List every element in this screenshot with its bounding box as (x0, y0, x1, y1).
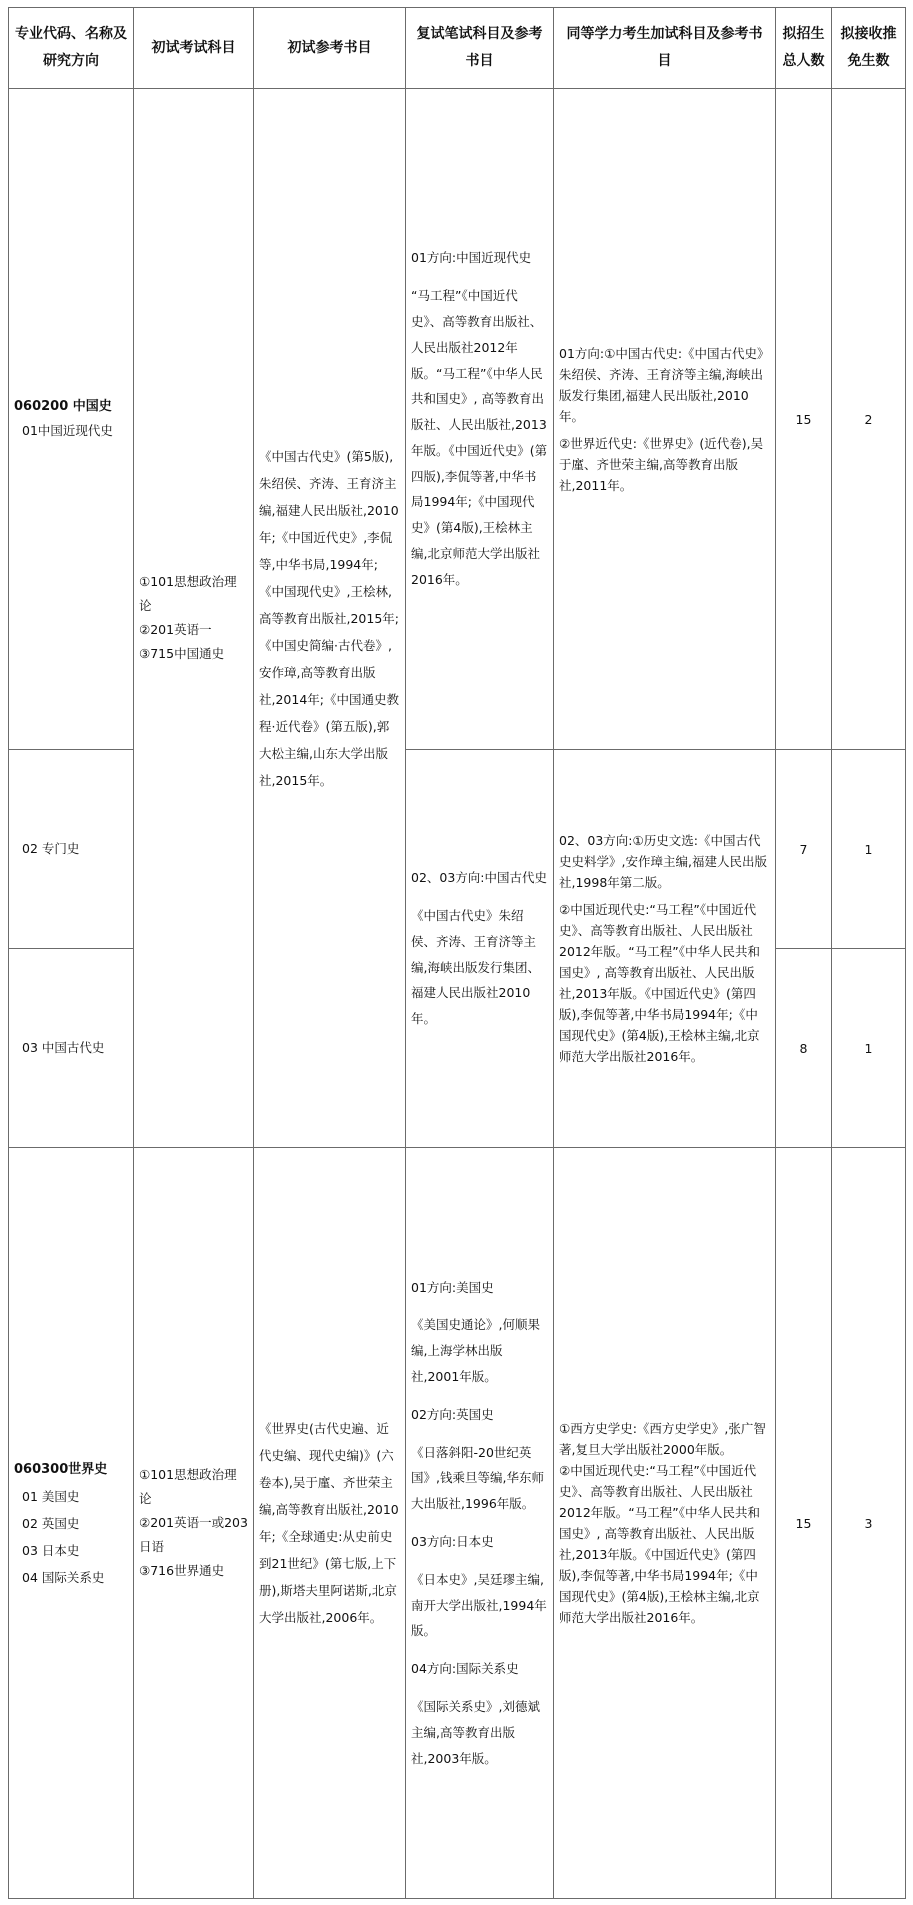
world-row (9, 1148, 906, 1899)
exam-subject: ③716世界通史 (139, 1563, 225, 1578)
recommended-cn-03: 1 (832, 949, 906, 1148)
admissions-table (8, 7, 906, 1899)
exam-subject: ①101思想政治理论 (139, 1467, 237, 1506)
extra-paragraph: ②世界近代史:《世界史》(近代卷),吴于廑、齐世荣主编,高等教育出版社,2011年。 (559, 435, 764, 493)
direction-world: 01 美国史 (22, 1488, 80, 1504)
world-exam-subjects (134, 1148, 254, 1899)
retest-title: 02、03方向:中国古代史 (411, 870, 548, 886)
retest-title: 02方向:英国史 (411, 1406, 494, 1422)
direction-cn-01: 01中国近现代史 (22, 423, 113, 438)
retest-body: 《国际关系史》,刘德斌主编,高等教育出版社,2003年版。 (411, 1698, 540, 1766)
header-exam-subjects: 初试考试科目 (134, 8, 254, 89)
major-name-cn: 060200 中国史 (14, 399, 112, 414)
retest-body: 《日落斜阳-20世纪英国》,钱乘旦等编,华东师大出版社,1996年版。 (411, 1444, 544, 1512)
cn-row-01 (9, 89, 906, 750)
extra-paragraph: ①西方史学史:《西方史学史》,张广智著,复旦大学出版社2000年版。 (559, 1421, 766, 1457)
extra-paragraph: 01方向:①中国古代史:《中国古代史》朱绍侯、齐涛、王育济等主编,海峡出版发行集团,福建人民出版社,2010年。 (559, 345, 770, 424)
cn-extra-01 (554, 89, 776, 750)
total-enroll-cn-02: 7 (776, 750, 832, 949)
exam-subject: ②201英语一或203日语 (139, 1515, 248, 1554)
exam-subject: ③715中国通史 (139, 646, 225, 661)
retest-body: 《日本史》,吴廷璆主编,南开大学出版社,1994年版。 (411, 1571, 547, 1639)
header-extra-test: 同等学力考生加试科目及参考书目 (554, 8, 776, 89)
cn-ref-books (254, 89, 406, 1148)
direction-world: 03 日本史 (22, 1542, 80, 1558)
extra-paragraph: ②中国近现代史:“马工程”《中国近代史》、高等教育出版社、人民出版社2012年版。“马工程”《中华人民共和国史》, 高等教育出版社、人民出版社,2013年版。《中国近代史》(第四版),李侃等著,中华书局1994年;《中国现代史》(第4版),王桧林主编,北京师范大学出版社2016年。 (559, 1463, 761, 1625)
cn-extra-0203 (554, 750, 776, 1148)
retest-body: “马工程”《中国近代史》、高等教育出版社、人民出版社2012年版。“马工程”《中华人民共和国史》, 高等教育出版社、人民出版社,2013年版。《中国近代史》(第四版),李侃等著,中华书局1994年;《中国现代史》(第4版),王桧林主编,北京师范大学出版社2016年。 (411, 288, 548, 587)
extra-paragraph: ②中国近现代史:“马工程”《中国近代史》、高等教育出版社、人民出版社2012年版。“马工程”《中华人民共和国史》, 高等教育出版社、人民出版社,2013年版。《中国近代史》(第四版),李侃等著,中华书局1994年;《中国现代史》(第4版),王桧林主编,北京师范大学出版社2016年。 (559, 902, 761, 1064)
retest-title: 03方向:日本史 (411, 1534, 494, 1549)
world-extra (554, 1148, 776, 1899)
exam-subject: ①101思想政治理论 (139, 574, 237, 613)
world-major-cell (9, 1148, 134, 1899)
cn-retest-0203 (406, 750, 554, 1148)
world-ref-books (254, 1148, 406, 1899)
cn-direction-03-cell (9, 949, 134, 1148)
ref-books-text: 《世界史(古代史遍、近代史编、现代史编)》(六卷本),吴于廑、齐世荣主编,高等教育出版社,2010年;《全球通史:从史前史到21世纪》(第七版,上下册),斯塔夫里阿诺斯,北京大学出版社,2006年。 (259, 1421, 399, 1625)
retest-title: 01方向:中国近现代史 (411, 250, 532, 266)
retest-title: 04方向:国际关系史 (411, 1661, 519, 1677)
total-enroll-cn-01: 15 (776, 89, 832, 750)
world-retest (406, 1148, 554, 1899)
recommended-cn-02: 1 (832, 750, 906, 949)
recommended-cn-01: 2 (832, 89, 906, 750)
cn-major-cell (9, 89, 134, 750)
retest-body: 《中国古代史》朱绍侯、齐涛、王育济等主编,海峡出版发行集团、福建人民出版社2010年。 (411, 907, 540, 1027)
header-row (9, 8, 906, 89)
exam-subject: ②201英语一 (139, 622, 212, 637)
extra-paragraph: 02、03方向:①历史文选:《中国古代史史料学》,安作璋主编,福建人民出版社,1998年第二版。 (559, 833, 767, 890)
header-total-enroll: 拟招生总人数 (776, 8, 832, 89)
recommended-world: 3 (832, 1148, 906, 1899)
header-ref-books: 初试参考书目 (254, 8, 406, 89)
total-enroll-cn-03: 8 (776, 949, 832, 1148)
ref-books-text: 《中国古代史》(第5版),朱绍侯、齐涛、王育济主编,福建人民出版社,2010年;《中国近代史》,李侃等,中华书局,1994年;《中国现代史》,王桧林,高等教育出版社,2015年;《中国史简编·古代卷》,安作璋,高等教育出版社,2014年;《中国通史教程·近代卷》(第五版),郭大松主编,山东大学出版社,2015年。 (259, 448, 399, 788)
direction-world: 02 英国史 (22, 1515, 80, 1531)
total-enroll-world: 15 (776, 1148, 832, 1899)
header-recommended: 拟接收推免生数 (832, 8, 906, 89)
direction-world: 04 国际关系史 (22, 1569, 105, 1585)
header-retest: 复试笔试科目及参考书目 (406, 8, 554, 89)
retest-body: 《美国史通论》,何顺果编,上海学林出版社,2001年版。 (411, 1317, 540, 1385)
cn-direction-02-cell (9, 750, 134, 949)
header-major: 专业代码、名称及研究方向 (9, 8, 134, 89)
cn-exam-subjects (134, 89, 254, 1148)
retest-title: 01方向:美国史 (411, 1279, 494, 1295)
cn-retest-01 (406, 89, 554, 750)
direction-cn-02: 02 专门史 (22, 841, 80, 856)
direction-cn-03: 03 中国古代史 (22, 1040, 105, 1055)
major-name-world: 060300世界史 (14, 1461, 108, 1477)
